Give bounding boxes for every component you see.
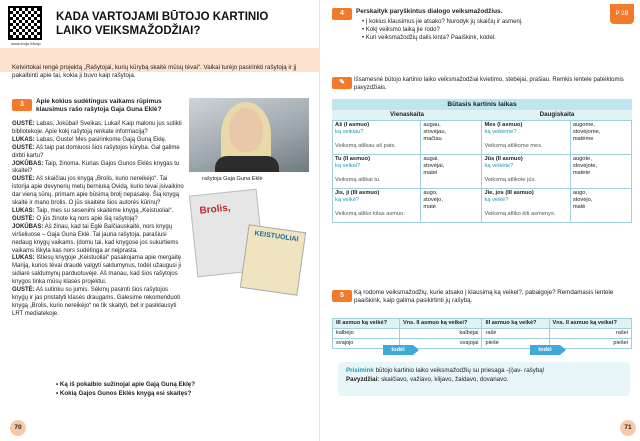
speaker-text: Labas, Jokūbai! Sveikas, Lukai! Kaip malonu jus sutikti bibliotekoje. Apie kokį rašytoją renkate informaciją? (12, 121, 182, 135)
speaker-name: LUKAS: (12, 136, 35, 143)
page-title: KADA VARTOJAMI BŪTOJO KARTINIO LAIKO VEIKSMAŽODŽIAI? (56, 11, 269, 37)
speaker-text: O jūs žinote ką nors apie šią rašytoją? (36, 215, 138, 222)
speaker-name: LUKAS: (12, 207, 35, 214)
verb-form: augo, (572, 190, 588, 196)
past-tense-table (332, 120, 632, 223)
question-label: ką veikiau? (335, 129, 364, 135)
verb-form: augo, (423, 190, 438, 196)
forms-cell (421, 189, 482, 223)
dialog-line (12, 161, 184, 177)
person-label: Tu (II asmuo) (335, 156, 370, 162)
verb-form: augote, (572, 156, 592, 162)
page-number: 71 (620, 420, 636, 436)
verb-form: augai, (423, 156, 439, 162)
conj-row (333, 329, 632, 339)
photo-body (215, 156, 279, 172)
speaker-text: Aš sutinku su jumis. Sėkmų pasimti šios rašytojos knygų ir jas pristatyti klasės draugams. Galesime rekomenduoti knygą „Brolis, kurio nereikėjo“ ne tik skaityti, bet ir pasiklausyti LRT mediatekoje. (12, 287, 181, 317)
dialog-line (12, 176, 184, 208)
conjugation-table (332, 318, 632, 349)
verb-form: stovėjo, (572, 197, 593, 203)
speaker-name: GUSTĖ: (12, 144, 35, 151)
conj-header: Vns. II asmuo ką veikei? (400, 319, 482, 329)
task4-list (362, 18, 523, 42)
question-label: ką veikė? (484, 197, 509, 203)
rule-text: būtojo kartinio laiko veiksmažodžių su priesaga -(i)av- rašybą! (375, 367, 545, 374)
column-plural: Daugiskaita (482, 110, 632, 120)
dialog-line (12, 287, 184, 319)
qr-code-pattern (10, 8, 40, 38)
forms-cell (570, 189, 631, 223)
questions-list (56, 381, 195, 398)
question-label: ką veikė? (335, 197, 360, 203)
note-icon: ✎ (332, 77, 352, 89)
section-badge: P 2B (610, 4, 634, 24)
question-label: ką veikėme? (484, 129, 517, 135)
explanation: Veiksmą atlikai tu. (335, 177, 381, 183)
photo-caption: rašytoja Gaja Guna Eklė (202, 176, 263, 182)
question-item: • Kokią Gajos Gunos Eklės knygą esi skaitęs? (56, 389, 192, 397)
table-row (333, 189, 632, 223)
verb-form: matėte (572, 170, 591, 176)
conj-cell: kalbėjai (400, 329, 482, 339)
verb-form: stovėjome, (572, 129, 601, 135)
verb-form: matė (572, 204, 586, 210)
dialog-line (12, 137, 184, 145)
qr-caption: www.tvoje.lt/kaip (11, 41, 41, 46)
speaker-text: Taip, žinoma. Kurias Gajos Gunos Eklės knygas tu skaitei? (12, 160, 180, 175)
table-row (333, 121, 632, 155)
task4-number-icon: 4 (332, 8, 352, 20)
speaker-name: LUKAS: (12, 255, 35, 262)
rule-box (338, 362, 630, 396)
conj-row (333, 339, 632, 349)
dialog-text (12, 121, 184, 319)
conj-cell: piešė (482, 339, 549, 349)
person-label: Aš (I asmuo) (335, 122, 370, 128)
task4-title: Perskaityk paryškintus dialogo veiksmažodžius. (356, 8, 503, 15)
speaker-text: Aš skaičiau jos knygą „Brolis, kurio nereikėjo“. Tai istorija apie devynerių metų berniuką Ovidą, kurio tėvai įsivaikino dar vieną sūnų, primam apie būsimą brolį nepasakę. Šią knygą skaitė ir mano brolis. O jūs skaitėte šios autorės kūrinų? (12, 176, 184, 207)
question-label: ką veikėte? (484, 163, 514, 169)
verb-form: matei (423, 170, 438, 176)
question-label: ką veikei? (335, 163, 361, 169)
conj-cell: piešei (549, 339, 632, 349)
task-title: Apie kokius sudėtingus vaikams rūpimus klausimus rašo rašytoja Gaja Guna Eklė? (36, 98, 162, 113)
task4-item: • Kuri veiksmažodžių dalis kinta? Paaiškink, kodėl. (362, 35, 496, 41)
speaker-name: GUSTĖ: (12, 121, 35, 127)
forms-cell (421, 155, 482, 189)
person-cell (482, 189, 570, 223)
person-label: Jis, ji (III asmuo) (335, 190, 380, 196)
book1-title: Brolis, (199, 202, 232, 217)
forms-cell (421, 121, 482, 155)
author-photo (189, 98, 309, 172)
arrow-label-left: todėl (383, 345, 413, 355)
examples-label: Pavyzdžiai: (346, 376, 380, 383)
explanation: Veiksmą atliko kiti asmenys. (484, 211, 556, 217)
table-title: Būtasis kartinis laikas (332, 99, 632, 110)
dialog-line (12, 121, 184, 137)
verb-form: augome, (572, 122, 595, 128)
person-cell (333, 121, 421, 155)
conj-cell: svajojo (333, 339, 400, 349)
task4-item: • Kokį veiksmo laiką jie rodo? (362, 27, 440, 33)
verb-form: augau, (423, 122, 441, 128)
explanation: Veiksmą atlikote jūs. (484, 177, 537, 183)
dialog-line (12, 208, 184, 216)
book-cover-keistuoliai (240, 224, 306, 295)
question-item: • Ką iš pokalbio sužinojai apie Gają Guną Eklę? (56, 381, 196, 388)
dialog-line (12, 145, 184, 161)
task5-number-icon: 5 (332, 290, 352, 302)
speaker-name: GUSTĖ: (12, 176, 35, 183)
explanation: Veiksmą atlikau aš pats. (335, 143, 397, 149)
rule-label: Prisimink (346, 367, 374, 374)
forms-cell (570, 155, 631, 189)
note-text: Išsamesnė būtojo kartinio laiko veiksmažodžiai kvietimo, stebėjai, prašiau. Remkis lentele pateiktomis pavyzdžiais. (354, 77, 624, 91)
explanation: Veiksmą atlikome mes. (484, 143, 543, 149)
speaker-name: GUSTĖ: (12, 215, 35, 222)
conj-header: Vns. II asmuo ką veikei? (549, 319, 632, 329)
conj-header: III asmuo ką veikė? (482, 319, 549, 329)
right-page (320, 0, 640, 441)
speaker-name: GUSTĖ: (12, 287, 35, 294)
person-cell (333, 155, 421, 189)
task4-item: • Į kokius klausimus jie atsako? Nurodyk jų skaičių ir asmenį. (362, 19, 523, 25)
verb-form: mačiau (423, 136, 442, 142)
person-cell (482, 155, 570, 189)
verb-form: stovėjo, (423, 197, 443, 203)
conj-header: III asmuo ką veikė? (333, 319, 400, 329)
conj-cell: rašė (482, 329, 549, 339)
conj-cell: rašei (549, 329, 632, 339)
person-label: Jie, jos (III asmuo) (484, 190, 534, 196)
book2-title: KEISTUOLIAI (253, 230, 299, 244)
verb-form: stovėjai, (423, 163, 445, 169)
person-cell (482, 121, 570, 155)
dialog-line (12, 224, 184, 256)
speaker-name: JOKŪBAS: (12, 223, 44, 230)
forms-cell (570, 121, 631, 155)
person-cell (333, 189, 421, 223)
task-number-icon: 3 (12, 99, 32, 111)
person-label: Mes (I asmuo) (484, 122, 523, 128)
speaker-text: Labas, Guste! Mes pasirinkome Gają Guną Eklę. (36, 136, 167, 143)
table-row (333, 155, 632, 189)
column-singular: Vienaskaita (332, 110, 482, 120)
task5-title: Ką rodome veiksmažodžių, kurie atsako į klausimą ką veikei?, pabaigoje? Remdamasis lentele paaiškink, kaip galima pasikirtinti jų rašybą. (354, 289, 614, 304)
speaker-text: Taip, mes su sesenimi skaitėme knygą „Keistuoliai“. (36, 207, 174, 214)
dialog-line (12, 255, 184, 287)
explanation: Veiksmą atliko kitas asmuo. (335, 211, 405, 217)
conj-header-row (333, 319, 632, 329)
verb-form: matėme (572, 136, 594, 142)
speaker-text: Aš žinau, kad tai Eglė Balčiauskaitė, nors knygų viršeliuose – Gaja Guna Eklė. Tai jauna rašytoja, parašiusi nedaug knygų vaikams. Įdomu tai, kad knygose jos sukurtiems vaikams iškyla kas nors sudėtinga ar neįprasta. (12, 223, 179, 254)
page-number: 70 (10, 420, 26, 436)
verb-form: matė (423, 204, 436, 210)
intro-text: Ketvirtokai rengė projektą „Rašytojai, kurių kūrybą skaitė mūsų tėvai“. Vaikai turėjo pasirinkti rašytoją ir jį pakalbinti apie tai, kokia ji buvo kaip rašytoja. (12, 64, 297, 80)
person-label: Jūs (II asmuo) (484, 156, 523, 162)
speaker-name: JOKŪBAS: (12, 160, 44, 167)
verb-form: stovėjau, (423, 129, 447, 135)
speaker-text: Aš taip pat domiuosi šios rašytojos kūryba. Gal galime dirbti kartu? (12, 144, 180, 159)
conj-cell: svajojai (400, 339, 482, 349)
conj-cell: kalbėjo (333, 329, 400, 339)
dialog-line (12, 216, 184, 224)
speaker-text: Ištiesų knygoje „Keistuoliai“ pasakojama apie mergaitę Mariją, kurios tėvai draudė valgyti saldumynus, todėl užaugusi ji sidiarė saldumynų parduotuvėje. Aš manau, kad šios rašytojos knygos tinka mūsų klasės projektui. (12, 255, 182, 286)
examples-text: skaičiavo, važiavo, klijavo, žaidavo, dovanavo. (381, 376, 509, 383)
photo-face (229, 108, 263, 152)
arrow-label-right: todėl (530, 345, 560, 355)
verb-form: stovėjote, (572, 163, 598, 169)
